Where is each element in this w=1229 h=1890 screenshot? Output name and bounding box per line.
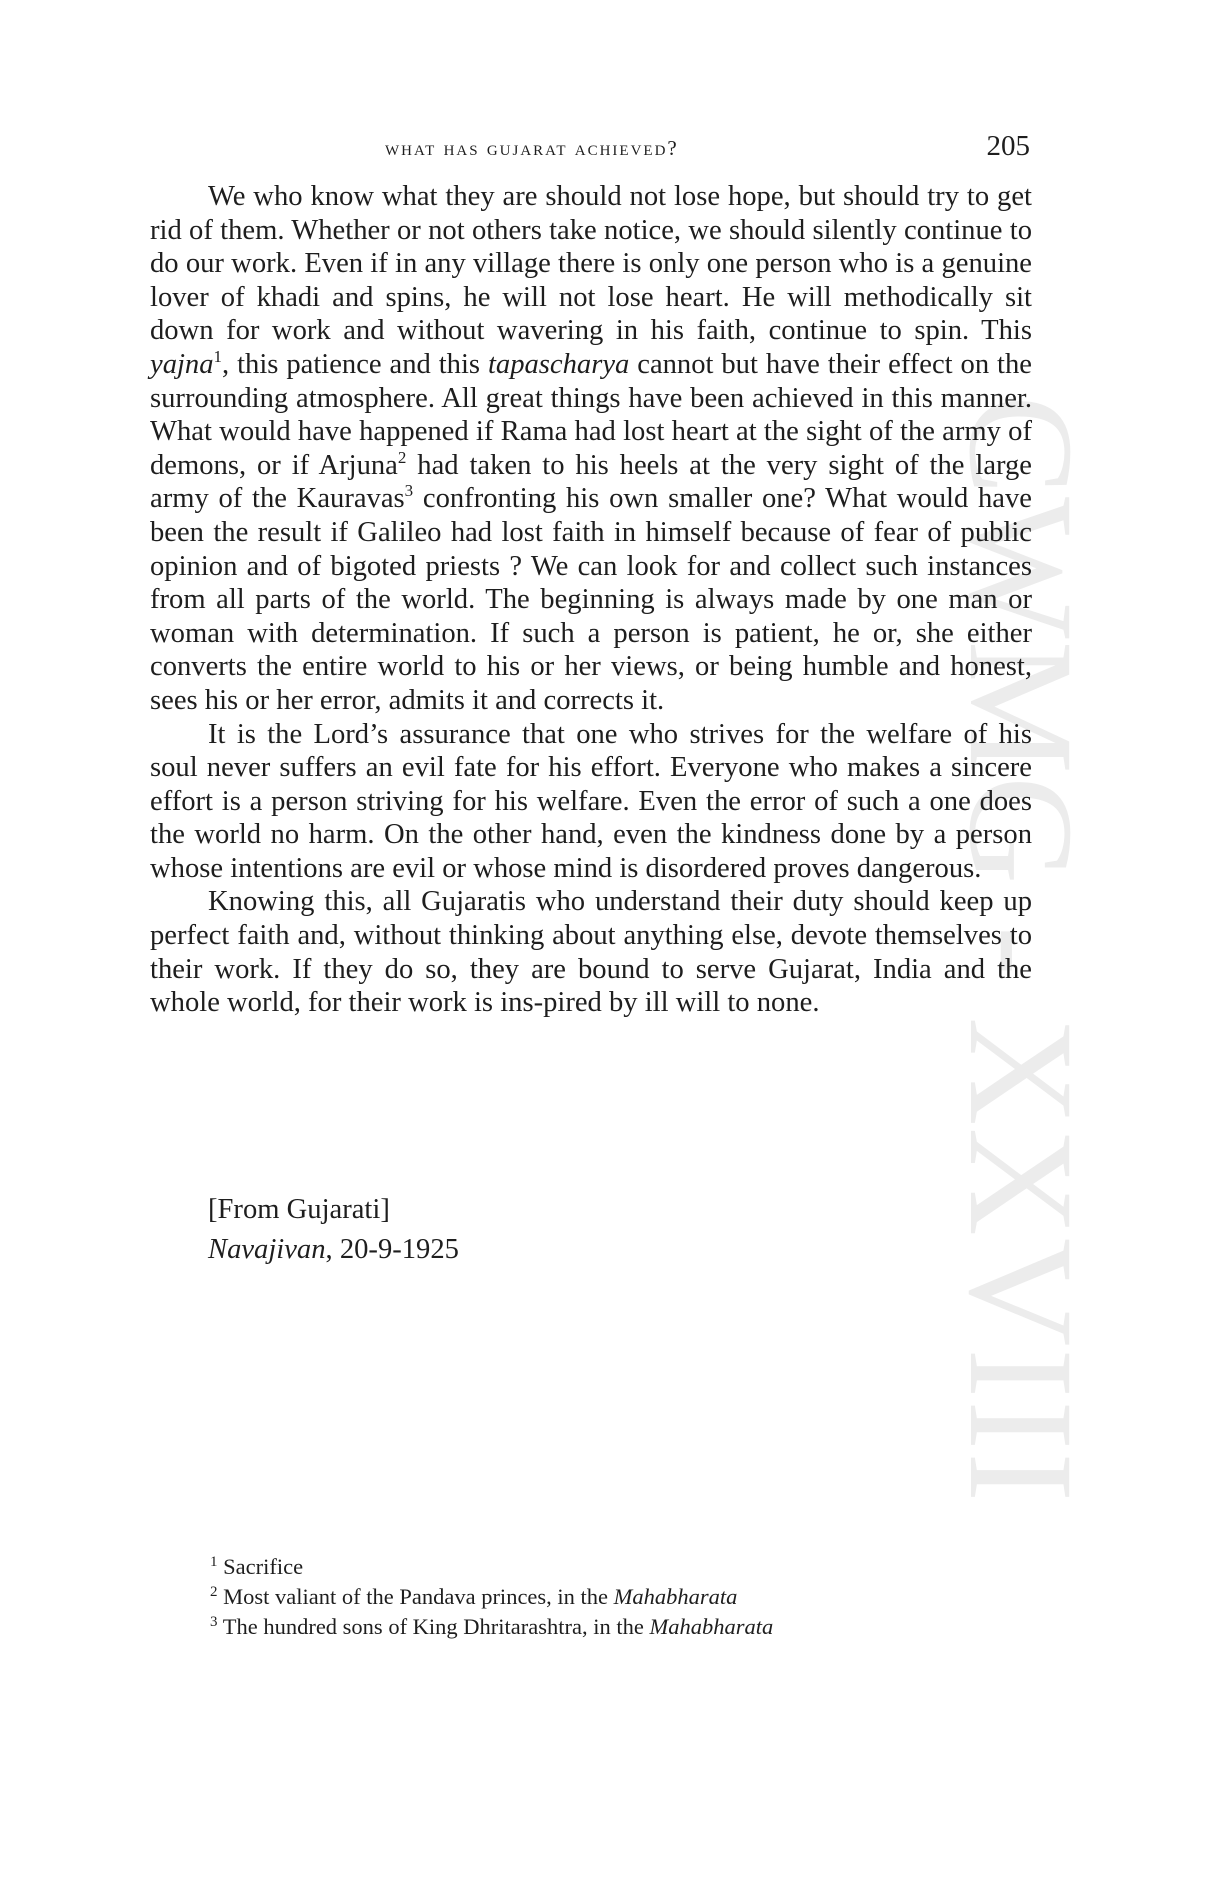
- footnote-ref-3: 3: [404, 481, 414, 501]
- paragraph-1-part-3: cannot but have their effect on the surrounding atmosphere. All great things have been achieved in this manner. What would have happened if Rama had lost heart at the sight of the army of demons, or if Arjuna: [150, 348, 1032, 481]
- footnote-italic-title: Mahabharata: [649, 1614, 774, 1639]
- footnote-number: 1: [210, 1554, 218, 1570]
- footnote-text: The hundred sons of King Dhritarashtra, in the: [222, 1614, 650, 1639]
- footnote-italic-title: Mahabharata: [613, 1584, 738, 1609]
- running-title: what has gujarat achieved?: [385, 136, 679, 160]
- paragraph-1-part-5: confronting his own smaller one? What would have been the result if Galileo had lost faith in himself because of fear of public opinion and of bigoted priests ? We can look for and collect such instances from all parts of the world. The beginning is always made by one man or woman with determination. If such a person is patient, he or, she either converts the entire world to his or her views, or being humble and honest, sees his or her error, admits it and corrects it.: [150, 483, 1032, 716]
- paragraph-3: Knowing this, all Gujaratis who understand their duty should keep up perfect faith and, without thinking about anything else, devote themselves to their work. If they do so, they are bound to serve Gujarat, India and the whole world, for their work is ins-pired by ill will to none.: [150, 886, 1032, 1019]
- source-date: , 20-9-1925: [325, 1234, 459, 1265]
- term-yajna: yajna: [150, 348, 214, 380]
- source-publication: Navajivan: [208, 1234, 326, 1265]
- footnote-text: Most valiant of the Pandava princes, in the: [223, 1584, 614, 1609]
- paragraph-1-part-4: had taken to his heels at the very sight of the large army of the Kauravas: [150, 449, 1033, 515]
- footnotes: [210, 1552, 773, 1642]
- footnote-2: [210, 1582, 773, 1612]
- source-note: [208, 1190, 459, 1270]
- body-text: [150, 180, 1032, 1020]
- source-citation: [208, 1230, 459, 1270]
- paragraph-2: It is the Lord’s assurance that one who strives for the welfare of his soul never suffers an evil fate for his effort. Everyone who makes a sincere effort is a person striving for his welfare. Even the error of such a one does the world no harm. On the other hand, even the kindness done by a person whose intentions are evil or whose mind is disordered proves dangerous.: [150, 718, 1032, 884]
- paragraph-1-part-1: We who know what they are should not lose hope, but should try to get rid of them. Whether or not others take notice, we should silently continue to do our work. Even if in any village there is only one person who is a genuine lover of khadi and spins, he will not lose heart. He will methodically sit down for work and without wavering in his faith, continue to spin. This: [150, 181, 1032, 347]
- footnote-3: [210, 1612, 773, 1642]
- footnote-number: 3: [210, 1614, 218, 1630]
- paragraph-1-part-2: , this patience and this: [222, 348, 488, 380]
- footnote-ref-2: 2: [397, 447, 407, 467]
- source-language: [From Gujarati]: [208, 1194, 390, 1225]
- term-tapascharya: tapascharya: [487, 348, 630, 380]
- footnote-ref-1: 1: [213, 346, 223, 366]
- footnote-number: 2: [210, 1584, 218, 1600]
- footnote-1: [210, 1552, 773, 1582]
- footnote-text: Sacrifice: [223, 1554, 304, 1579]
- page-number: 205: [986, 130, 1030, 162]
- watermark-text: CWMG - XXVIII: [938, 395, 1104, 1505]
- page-header: [150, 130, 1030, 170]
- paragraph-1: [150, 180, 1032, 718]
